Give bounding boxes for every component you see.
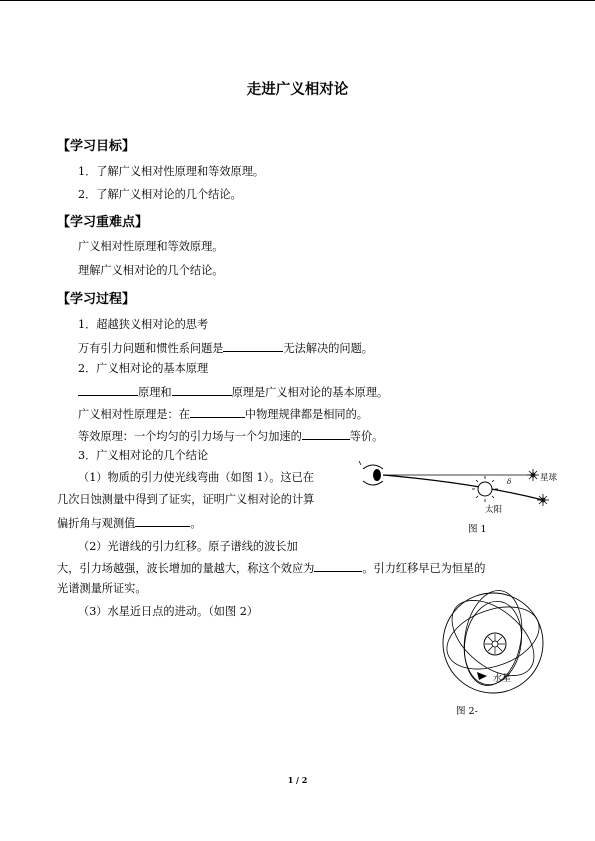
goal-item-1: 1．了解广义相对性原理和等效原理。 (78, 165, 265, 178)
figure-2-caption: 图 2- (456, 706, 478, 717)
section-2-line-2: 广义相对性原理是：在 中物理规律都是相同的。 (78, 408, 368, 421)
page-number: 1 / 2 (287, 775, 308, 785)
conclusion-1-line-3: 偏折角与观测值 。 (57, 517, 202, 530)
figure-2-mercury-precession (435, 588, 555, 698)
fill-blank[interactable] (223, 340, 283, 352)
heading-process: 【学习过程】 (57, 292, 136, 307)
fill-blank[interactable] (314, 560, 362, 572)
section-2-title: 2．广义相对论的基本原理 (78, 362, 209, 375)
arrow-icon (477, 672, 487, 680)
top-rule (0, 0, 595, 1)
key-point-1: 广义相对性原理和等效原理。 (78, 240, 224, 253)
heading-goals: 【学习目标】 (57, 139, 136, 154)
fill-blank[interactable] (302, 428, 350, 440)
key-point-2: 理解广义相对论的几个结论。 (78, 264, 224, 277)
conclusion-2-line-2: 大，引力场越强，波长增加的量越大，称这个效应为 。引力红移早已为恒星的 (57, 562, 486, 575)
goal-item-2: 2．了解广义相对论的几个结论。 (78, 188, 242, 201)
fill-blank[interactable] (190, 406, 245, 418)
page-title: 走进广义相对论 (246, 82, 349, 98)
conclusion-2-line-3: 光谱测量所证实。 (57, 582, 147, 595)
figure-1-caption: 图 1 (468, 524, 487, 535)
section-2-line-3: 等效原理：一个均匀的引力场与一个匀加速的 等价。 (78, 430, 384, 443)
section-3-title: 3．广义相对论的几个结论 (78, 449, 209, 462)
eye-icon (359, 461, 383, 485)
conclusion-1-line-2: 几次日蚀测量中得到了证实，证明广义相对论的计算 (57, 493, 315, 506)
section-1-title: 1．超越狭义相对论的思考 (78, 318, 209, 331)
section-1-line: 万有引力问题和惯性系问题是 无法解决的问题。 (78, 342, 373, 355)
conclusion-2-line-1: （2）光谱线的引力红移。原子谱线的波长加 (78, 540, 298, 553)
star-icon (527, 469, 539, 481)
bent-ray (383, 475, 543, 500)
mercury-label: 水星 (493, 674, 512, 684)
sun-icon (484, 633, 506, 655)
angle-label: δ (507, 478, 512, 486)
conclusion-3-line-1: （3）水星近日点的进动。（如图 2） (78, 605, 259, 618)
fill-blank[interactable] (135, 515, 190, 527)
star-label: 星球 (540, 473, 558, 483)
fill-blank[interactable] (172, 384, 232, 396)
section-2-line-1: 原理和 原理是广义相对论的基本原理。 (78, 384, 388, 400)
conclusion-1-line-1: （1）物质的引力使光线弯曲（如图 1）。这已在 (78, 471, 314, 484)
figure-1-light-bending (355, 455, 558, 515)
sun-label: 太阳 (485, 505, 503, 515)
star-icon (537, 494, 549, 506)
heading-key-points: 【学习重难点】 (57, 215, 149, 230)
fill-blank[interactable] (78, 384, 138, 396)
